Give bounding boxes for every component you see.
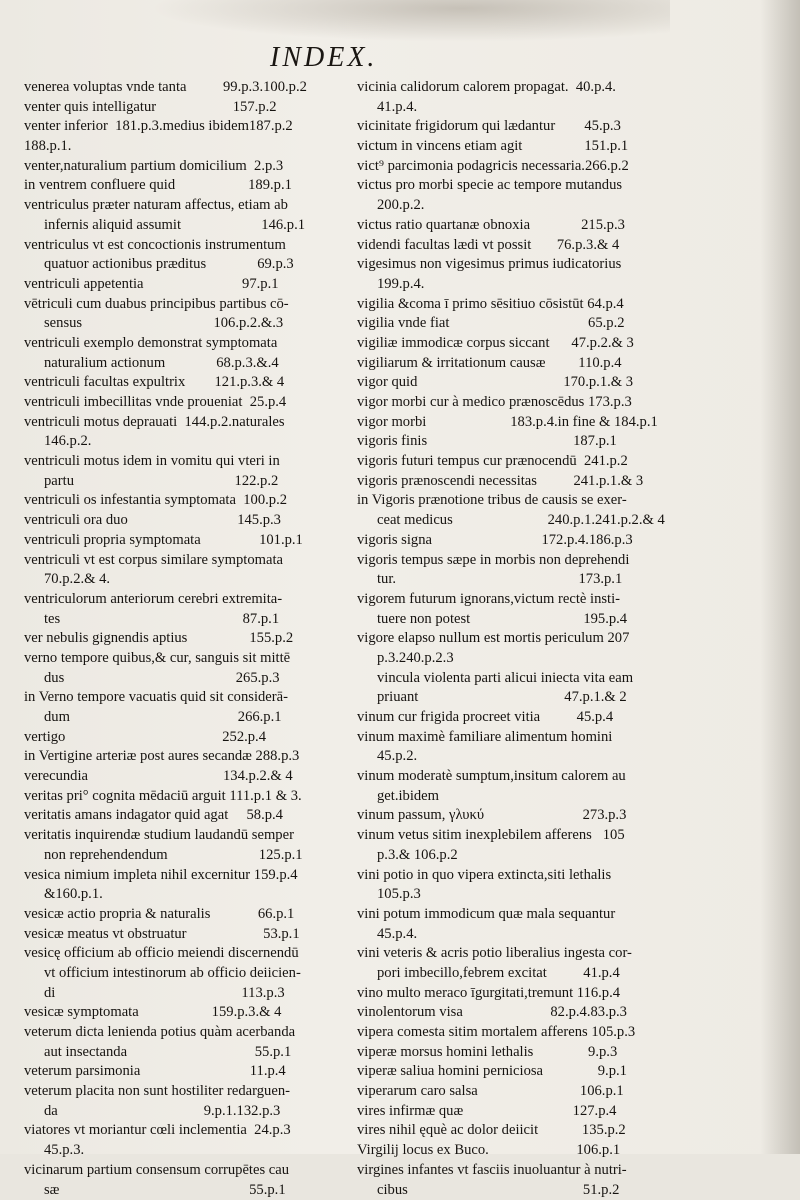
index-entry-line: vigilia &coma ī primo sēsitiuo cōsistūt 64.p.4: [357, 295, 692, 315]
index-entry-line: vinolentorum visa 82.p.4.83.p.3: [357, 1003, 692, 1023]
index-entry-line: vt officium intestinorum ab officio deiicien-: [24, 964, 342, 984]
index-entry-line: victus ratio quartanæ obnoxia 215.p.3: [357, 216, 692, 236]
index-entry-line: vesicæ meatus vt obstruatur 53.p.1: [24, 925, 342, 945]
index-entry-line: in ventrem confluere quid 189.p.1: [24, 176, 342, 196]
index-entry-line: ventriculi os infestantia symptomata 100.p.2: [24, 491, 342, 511]
index-entry-line: victum in vincens etiam agit 151.p.1: [357, 137, 692, 157]
index-entry-line: vesica nimium impleta nihil excernitur 159.p.4: [24, 866, 342, 886]
index-entry-line: vigor quid 170.p.1.& 3: [357, 373, 692, 393]
index-entry-line: ventriculi motus deprauati 144.p.2.naturales: [24, 413, 342, 433]
index-entry-line: venerea voluptas vnde tanta 99.p.3.100.p.2: [24, 78, 342, 98]
index-entry-line: veterum placita non sunt hostiliter redarguen-: [24, 1082, 342, 1102]
index-entry-line: veterum parsimonia 11.p.4: [24, 1062, 342, 1082]
index-entry-line: veritatis amans indagator quid agat 58.p.4: [24, 806, 342, 826]
index-entry-line: ventriculi imbecillitas vnde proueniat 25.p.4: [24, 393, 342, 413]
index-entry-line: ventriculi exemplo demonstrat symptomata: [24, 334, 342, 354]
index-entry-line: tes 87.p.1: [24, 610, 342, 630]
index-entry-line: vigoris tempus sæpe in morbis non deprehendi: [357, 551, 692, 571]
index-entry-line: vincula violenta parti alicui iniecta vita eam: [357, 669, 692, 689]
index-entry-line: vicinia calidorum calorem propagat. 40.p.4.: [357, 78, 692, 98]
index-entry-line: p.3.240.p.2.3: [357, 649, 692, 669]
index-entry-line: tur. 173.p.1: [357, 570, 692, 590]
index-entry-line: vinum maximè familiare alimentum homini: [357, 728, 692, 748]
index-entry-line: ceat medicus 240.p.1.241.p.2.& 4: [357, 511, 692, 531]
index-entry-line: ventriculorum anteriorum cerebri extremita-: [24, 590, 342, 610]
index-entry-line: vini potum immodicum quæ mala sequantur: [357, 905, 692, 925]
index-entry-line: aut insectanda 55.p.1: [24, 1043, 342, 1063]
index-entry-line: veritas pri° cognita mēdaciū arguit 111.p.1 & 3.: [24, 787, 342, 807]
index-entry-line: infernis aliquid assumit 146.p.1: [24, 216, 342, 236]
index-entry-line: 45.p.3.: [24, 1141, 342, 1161]
index-entry-line: 41.p.4.: [357, 98, 692, 118]
index-entry-line: vini veteris & acris potio liberalius ingesta cor-: [357, 944, 692, 964]
index-entry-line: vigoris prænoscendi necessitas 241.p.1.& 3: [357, 472, 692, 492]
index-entry-line: videndi facultas lædi vt possit 76.p.3.& 4: [357, 236, 692, 256]
index-entry-line: venter quis intelligatur 157.p.2: [24, 98, 342, 118]
index-entry-line: da 9.p.1.132.p.3: [24, 1102, 342, 1122]
index-entry-line: viperarum caro salsa 106.p.1: [357, 1082, 692, 1102]
index-entry-line: vigiliarum & irritationum causæ 110.p.4: [357, 354, 692, 374]
index-entry-line: vipera comesta sitim mortalem afferens 105.p.3: [357, 1023, 692, 1043]
index-entry-line: get.ibidem: [357, 787, 692, 807]
running-head: INDEX.: [270, 42, 377, 74]
index-entry-line: venter inferior 181.p.3.medius ibidem187.p.2: [24, 117, 342, 137]
index-entry-line: vigesimus non vigesimus primus iudicatorius: [357, 255, 692, 275]
index-entry-line: Virgilij locus ex Buco. 106.p.1: [357, 1141, 692, 1161]
index-entry-line: priuant 47.p.1.& 2: [357, 688, 692, 708]
index-entry-line: verno tempore quibus,& cur, sanguis sit mittē: [24, 649, 342, 669]
index-entry-line: viperæ morsus homini lethalis 9.p.3: [357, 1043, 692, 1063]
index-entry-line: veritatis inquirendæ studium laudandū semper: [24, 826, 342, 846]
index-entry-line: victus pro morbi specie ac tempore mutandus: [357, 176, 692, 196]
index-entry-line: in Verno tempore vacuatis quid sit considerā-: [24, 688, 342, 708]
index-entry-line: in Vertigine arteriæ post aures secandæ 288.p.3: [24, 747, 342, 767]
index-entry-line: vicinarum partium consensum corrupētes cau: [24, 1161, 342, 1181]
index-entry-line: vinum cur frigida procreet vitia 45.p.4: [357, 708, 692, 728]
index-entry-line: viatores vt moriantur cœli inclementia 24.p.3: [24, 1121, 342, 1141]
index-entry-line: ventriculus vt est concoctionis instrumentum: [24, 236, 342, 256]
index-entry-line: vires infirmæ quæ 127.p.4: [357, 1102, 692, 1122]
index-entry-line: vigor morbi cur à medico prænoscēdus 173.p.3: [357, 393, 692, 413]
index-entry-line: veterum dicta lenienda potius quàm acerbanda: [24, 1023, 342, 1043]
index-entry-line: vinum vetus sitim inexplebilem afferens 105: [357, 826, 692, 846]
index-entry-line: vertigo 252.p.4: [24, 728, 342, 748]
index-entry-line: 199.p.4.: [357, 275, 692, 295]
index-entry-line: ventriculus præter naturam affectus, etiam ab: [24, 196, 342, 216]
index-entry-line: vigoris finis 187.p.1: [357, 432, 692, 452]
index-entry-line: viperæ saliua homini perniciosa 9.p.1: [357, 1062, 692, 1082]
index-entry-line: pori imbecillo,febrem excitat 41.p.4: [357, 964, 692, 984]
index-entry-line: vigiliæ immodicæ corpus siccant 47.p.2.& 3: [357, 334, 692, 354]
index-entry-line: di 113.p.3: [24, 984, 342, 1004]
index-entry-line: virgines infantes vt fasciis inuoluantur à nutri-: [357, 1161, 692, 1181]
index-entry-line: venter,naturalium partium domicilium 2.p.3: [24, 157, 342, 177]
index-entry-line: vigoris futuri tempus cur prænocendū 241.p.2: [357, 452, 692, 472]
index-entry-line: cibus 51.p.2: [357, 1181, 692, 1200]
index-entry-line: 146.p.2.: [24, 432, 342, 452]
index-entry-line: sæ 55.p.1: [24, 1181, 342, 1200]
page-stain: [150, 0, 670, 42]
index-entry-line: quatuor actionibus præditus 69.p.3: [24, 255, 342, 275]
index-entry-line: naturalium actionum 68.p.3.&.4: [24, 354, 342, 374]
index-entry-line: vigoris signa 172.p.4.186.p.3: [357, 531, 692, 551]
index-entry-line: vesicæ actio propria & naturalis 66.p.1: [24, 905, 342, 925]
index-entry-line: ventriculi propria symptomata 101.p.1: [24, 531, 342, 551]
index-entry-line: ventriculi ora duo 145.p.3: [24, 511, 342, 531]
index-entry-line: vict⁹ parcimonia podagricis necessaria.266.p.2: [357, 157, 692, 177]
index-entry-line: dum 266.p.1: [24, 708, 342, 728]
index-entry-line: 105.p.3: [357, 885, 692, 905]
index-entry-line: 200.p.2.: [357, 196, 692, 216]
index-entry-line: vicinitate frigidorum qui lædantur 45.p.3: [357, 117, 692, 137]
index-entry-line: &160.p.1.: [24, 885, 342, 905]
index-entry-line: 45.p.2.: [357, 747, 692, 767]
index-entry-line: vesicæ symptomata 159.p.3.& 4: [24, 1003, 342, 1023]
index-entry-line: p.3.& 106.p.2: [357, 846, 692, 866]
index-entry-line: ventriculi appetentia 97.p.1: [24, 275, 342, 295]
index-entry-line: tuere non potest 195.p.4: [357, 610, 692, 630]
index-entry-line: vinum moderatè sumptum,insitum calorem au: [357, 767, 692, 787]
index-entry-line: vinum passum, γλυκύ 273.p.3: [357, 806, 692, 826]
index-entry-line: ventriculi vt est corpus similare symptomata: [24, 551, 342, 571]
index-entry-line: verecundia 134.p.2.& 4: [24, 767, 342, 787]
index-entry-line: partu 122.p.2: [24, 472, 342, 492]
index-entry-line: dus 265.p.3: [24, 669, 342, 689]
index-entry-line: vigorem futurum ignorans,victum rectè insti-: [357, 590, 692, 610]
index-entry-line: ventriculi facultas expultrix 121.p.3.& 4: [24, 373, 342, 393]
index-column-left: [24, 78, 342, 1200]
index-entry-line: vesicę officium ab officio meiendi discernendū: [24, 944, 342, 964]
index-entry-line: 45.p.4.: [357, 925, 692, 945]
index-entry-line: 188.p.1.: [24, 137, 342, 157]
index-entry-line: vigore elapso nullum est mortis periculum 207: [357, 629, 692, 649]
index-entry-line: sensus 106.p.2.&.3: [24, 314, 342, 334]
index-entry-line: vino multo meraco īgurgitati,tremunt 116.p.4: [357, 984, 692, 1004]
index-entry-line: vini potio in quo vipera extincta,siti lethalis: [357, 866, 692, 886]
index-entry-line: ver nebulis gignendis aptius 155.p.2: [24, 629, 342, 649]
index-entry-line: ventriculi motus idem in vomitu qui vteri in: [24, 452, 342, 472]
index-entry-line: non reprehendendum 125.p.1: [24, 846, 342, 866]
index-entry-line: vigilia vnde fiat 65.p.2: [357, 314, 692, 334]
index-entry-line: vētriculi cum duabus principibus partibus cō-: [24, 295, 342, 315]
index-entry-line: vires nihil ęquè ac dolor deiicit 135.p.2: [357, 1121, 692, 1141]
index-column-right: [357, 78, 692, 1200]
index-entry-line: in Vigoris prænotione tribus de causis se exer-: [357, 491, 692, 511]
page-edge-shadow: [760, 0, 800, 1154]
index-entry-line: vigor morbi 183.p.4.in fine & 184.p.1: [357, 413, 692, 433]
index-entry-line: 70.p.2.& 4.: [24, 570, 342, 590]
